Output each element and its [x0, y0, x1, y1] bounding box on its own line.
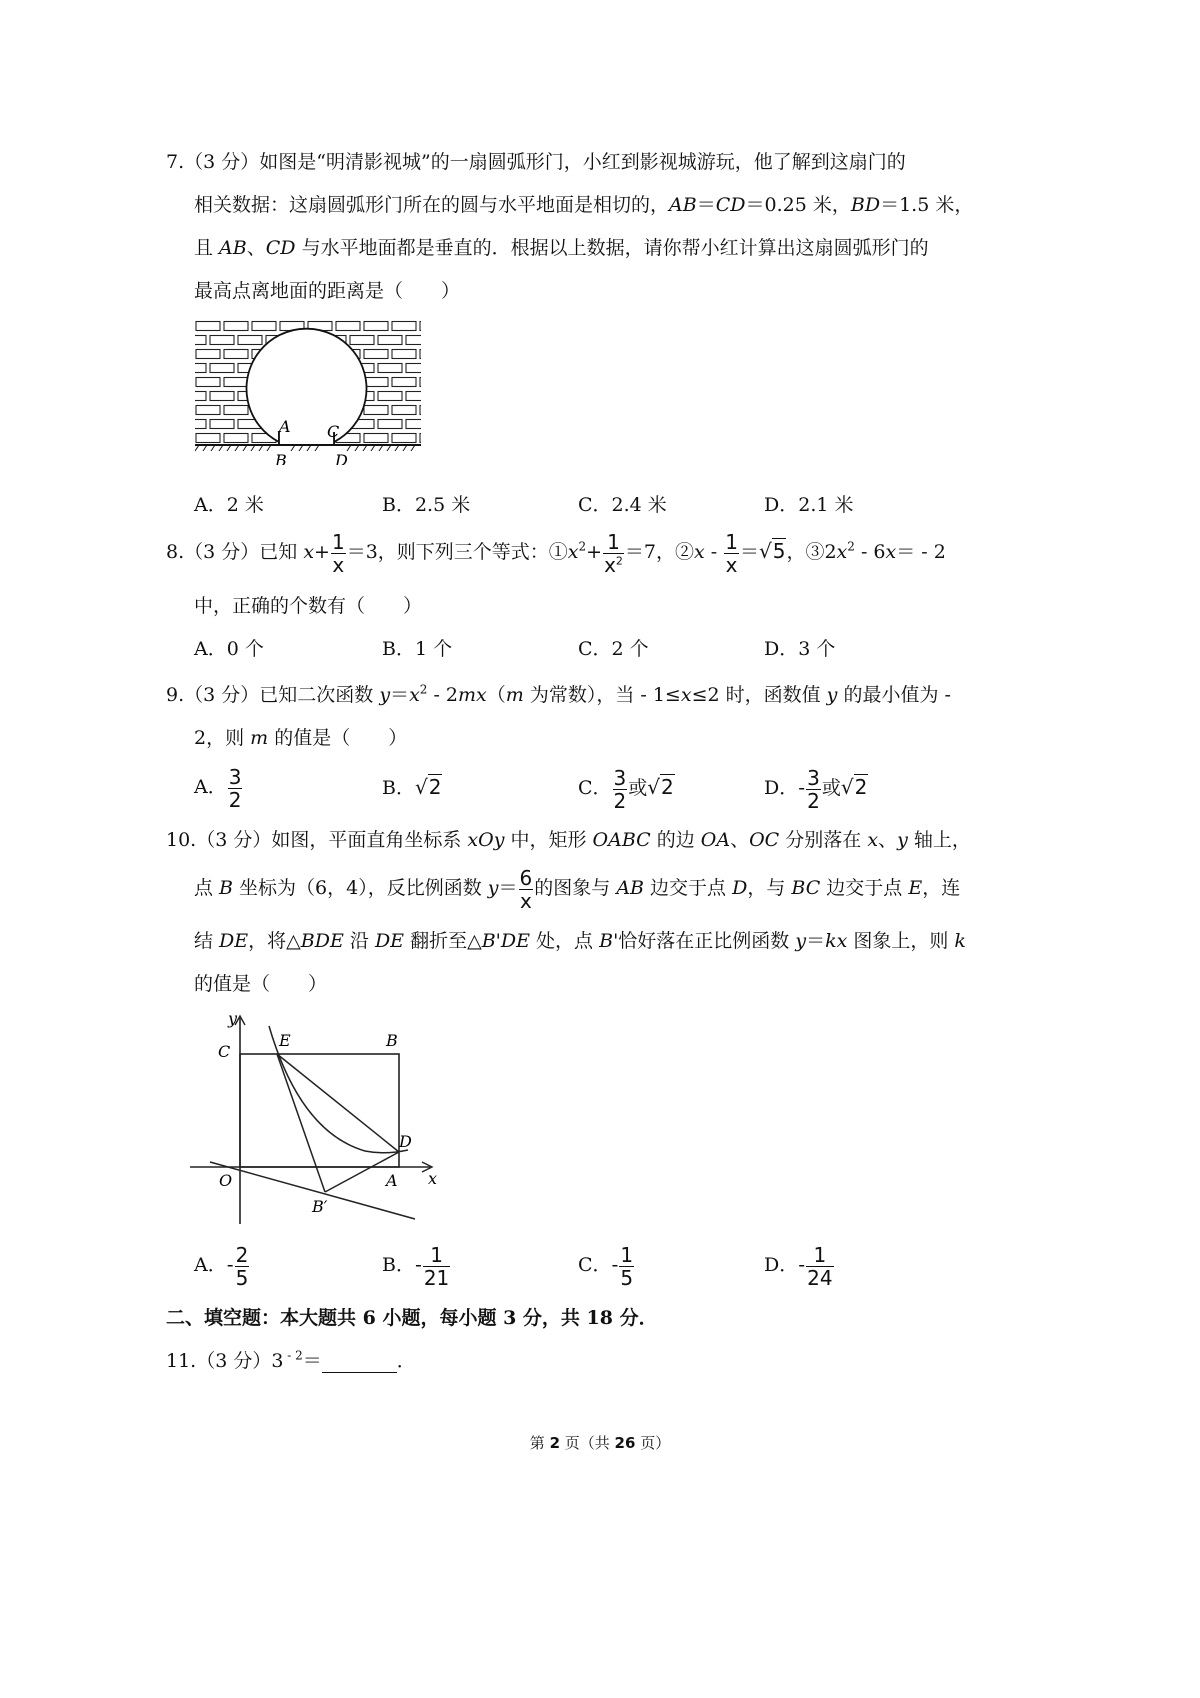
q7-var: CD — [265, 237, 296, 259]
frac-den — [603, 554, 624, 576]
q10-var: B' — [599, 930, 619, 952]
q9-exp: 2 — [419, 682, 428, 697]
q10-text: ＝ — [806, 930, 826, 952]
q10-var: B'DE — [481, 930, 531, 952]
frac-num: 1 — [603, 531, 624, 554]
q10-var: AB — [616, 877, 644, 899]
footer-text: 第 — [529, 1434, 550, 1452]
minus-sign: - — [414, 1254, 422, 1276]
q10-line2 — [194, 864, 960, 912]
option-label: B． — [382, 777, 415, 799]
q7-line1 — [166, 150, 906, 174]
q11-exponent: - 2 — [283, 1348, 303, 1363]
frac-den-x: x — [604, 552, 616, 577]
q10-var: OA — [700, 829, 731, 851]
answer-blank[interactable] — [322, 1354, 397, 1373]
frac-den-exp: 2 — [615, 553, 623, 567]
q10-text: 结 — [194, 930, 220, 952]
q9-var: y — [379, 684, 391, 706]
q10-text: ，与 — [747, 877, 792, 899]
q10-coordinate-figure — [190, 1012, 450, 1227]
option-fraction — [806, 1244, 833, 1289]
frac-den: x — [725, 552, 738, 577]
q10-option-b — [382, 1242, 451, 1289]
q7-text: ＝1.5 米， — [880, 194, 974, 216]
q9-text: ＝ — [390, 684, 410, 706]
frac-num: 3 — [613, 765, 627, 790]
fig10-label-x: x — [428, 1169, 438, 1188]
frac-num: 1 — [423, 1244, 450, 1267]
fig10-label-Bprime: B′ — [312, 1197, 328, 1216]
q9-option-d — [764, 764, 868, 812]
q10-text: 边交于点 — [644, 877, 733, 899]
q7-door-figure — [195, 320, 423, 465]
footer-text: 页） — [635, 1434, 671, 1452]
q8-option-b: B．1 个 — [382, 638, 453, 660]
q8-exp: 2 — [847, 539, 855, 554]
q10-line1 — [166, 828, 971, 852]
page-footer — [0, 1432, 1200, 1453]
q9-var: m — [505, 684, 524, 706]
fig7-label-C: C — [327, 422, 340, 441]
q8-plus: + — [586, 541, 603, 563]
q9-var: mx — [458, 684, 487, 706]
q7-number: 7.（3 分） — [166, 151, 260, 173]
q9-text: 为常数），当 - 1≤ — [523, 684, 681, 706]
option-fraction — [619, 1244, 634, 1289]
fig7-label-B: B — [275, 451, 287, 465]
q10-text: 处，点 — [530, 930, 600, 952]
frac-den: 5 — [620, 1265, 634, 1290]
q8-sqrt5: √5 — [758, 539, 786, 563]
q8-text: ，③2 — [786, 541, 837, 563]
option-label: D． — [764, 1254, 799, 1276]
minus-sign: - — [798, 1254, 806, 1276]
q10-text: 恰好落在正比例函数 — [618, 930, 796, 952]
q7-option-a: A．2 米 — [194, 494, 264, 516]
q7-text: ＝ — [696, 194, 716, 216]
q8-frac-1-over-x2 — [603, 531, 624, 576]
q10-var: k — [954, 930, 966, 952]
q7-option-c: C．2.4 米 — [578, 494, 667, 516]
q10-text: 沿 — [343, 930, 375, 952]
q10-text: 如图，平面直角坐标系 — [271, 829, 468, 851]
q8-option-d: D．3 个 — [764, 638, 836, 660]
sqrt-2: √2 — [647, 775, 674, 799]
frac-3-over-2 — [228, 766, 243, 811]
q10-var: B — [219, 877, 234, 899]
q9-var: x — [409, 684, 420, 706]
q8-number: 8.（3 分） — [166, 541, 260, 563]
q10-text: 边交于点 — [820, 877, 909, 899]
q10-option-c — [578, 1242, 635, 1289]
q8-option-a: A．0 个 — [194, 638, 264, 660]
q7-option-d: D．2.1 米 — [764, 494, 854, 516]
fig10-label-C: C — [218, 1042, 231, 1061]
q10-var: OC — [749, 829, 780, 851]
q10-var: y — [897, 829, 908, 851]
frac-num: 1 — [331, 529, 345, 554]
q9-var: y — [826, 684, 838, 706]
q8-frac-1-over-x-b — [724, 531, 739, 576]
sqrt-radicand: 2 — [661, 775, 674, 799]
or-text: 或 — [821, 777, 841, 799]
q8-text: ＝3，则下列三个等式：① — [346, 541, 568, 563]
frac-den: 24 — [807, 1265, 833, 1290]
q10-text: 翻折至△ — [404, 930, 482, 952]
q10-var: y — [487, 877, 499, 899]
q10-text: 图象上，则 — [847, 930, 955, 952]
option-fraction — [423, 1244, 450, 1289]
or-text: 或 — [628, 777, 648, 799]
q10-var: kx — [825, 930, 848, 952]
frac-num: 2 — [235, 1242, 249, 1267]
frac-6-over-x — [519, 867, 534, 912]
q11-text: ． — [396, 1350, 416, 1372]
q7-text: ＝0.25 米， — [745, 194, 851, 216]
q11-text: ＝ — [302, 1350, 322, 1372]
q8-line2: 中，正确的个数有（ ） — [194, 595, 423, 617]
q7-text: 相关数据：这扇圆弧形门所在的圆与水平地面是相切的， — [194, 194, 670, 216]
q9-number: 9.（3 分） — [166, 684, 260, 706]
q11-number: 11.（3 分） — [166, 1350, 272, 1372]
footer-text: 页（共 — [560, 1434, 615, 1452]
q10-text: 轴上， — [907, 829, 971, 851]
frac-num: 1 — [725, 529, 738, 554]
option-label: D． — [764, 777, 799, 799]
option-label: A． — [194, 776, 227, 798]
option-fraction — [235, 1244, 250, 1289]
q10-var: D — [732, 877, 748, 899]
q10-text: ，连 — [922, 877, 961, 899]
fig10-label-D: D — [399, 1132, 412, 1151]
q7-text: 且 — [194, 237, 220, 259]
rectangle-OABC — [240, 1054, 399, 1167]
page-number: 2 — [549, 1434, 560, 1452]
frac-num: 6 — [519, 865, 533, 890]
frac-den: 2 — [613, 788, 627, 813]
frac-3-over-2 — [806, 767, 821, 812]
q10-line3 — [194, 929, 966, 953]
q10-text: 的图象与 — [534, 877, 617, 899]
q8-text: ＝7，② — [624, 541, 694, 563]
q10-text: 坐标为（6，4），反比例函数 — [233, 877, 488, 899]
q10-text: 、 — [878, 829, 898, 851]
sqrt-radicand: 2 — [428, 775, 442, 799]
q9-line2 — [194, 726, 407, 750]
q10-var: BDE — [300, 930, 344, 952]
q8-var: x — [303, 541, 315, 563]
option-label: C． — [578, 1254, 612, 1276]
segment-EBp — [277, 1054, 325, 1192]
fig7-label-D: D — [335, 451, 348, 465]
q7-line2 — [194, 193, 973, 217]
q7-text: 与水平地面都是垂直的．根据以上数据，请你帮小红计算出这扇圆弧形门的 — [295, 237, 929, 259]
q8-text: - — [704, 541, 724, 563]
frac-num: 3 — [807, 765, 820, 790]
q10-var: y — [795, 930, 807, 952]
q10-line4: 的值是（ ） — [194, 973, 328, 995]
q10-option-d — [764, 1242, 835, 1289]
q9-text: ≤2 时，函数值 — [691, 684, 827, 706]
q7-line4: 最高点离地面的距离是（ ） — [194, 280, 461, 302]
option-label: C． — [578, 777, 612, 799]
fig10-label-B: B — [386, 1031, 398, 1050]
q7-text: 如图是“明清影视城”的一扇圆弧形门，小红到影视城游玩，他了解到这扇门的 — [259, 151, 906, 173]
q10-text: 分别落在 — [779, 829, 868, 851]
q10-var: DE — [219, 930, 249, 952]
q10-option-a — [194, 1242, 250, 1289]
q10-text: 、 — [730, 829, 750, 851]
q10-var: xOy — [467, 829, 505, 851]
q10-text: 的边 — [650, 829, 701, 851]
q11-line — [166, 1349, 416, 1373]
q10-text: ，将△ — [248, 930, 301, 952]
q8-line1 — [166, 527, 946, 576]
frac-num: 3 — [228, 764, 242, 789]
frac-den: x — [332, 552, 345, 577]
fig10-label-E: E — [279, 1031, 291, 1050]
q10-var: DE — [374, 930, 405, 952]
q10-text: ＝ — [498, 877, 518, 899]
sqrt-radicand: 5 — [772, 539, 786, 563]
q9-text: 的值是（ ） — [268, 727, 408, 749]
q9-var: x — [680, 684, 692, 706]
q9-var: m — [250, 727, 269, 749]
minus-sign: - — [798, 777, 806, 799]
q7-var: BD — [850, 194, 881, 216]
q10-var: BC — [791, 877, 821, 899]
fig7-label-A: A — [279, 417, 291, 436]
frac-den: 2 — [228, 787, 242, 812]
q9-text: 已知二次函数 — [259, 684, 380, 706]
q7-var: CD — [715, 194, 746, 216]
q7-line3 — [194, 236, 929, 260]
q8-text: - 6 — [854, 541, 886, 563]
q7-option-b: B．2.5 米 — [382, 494, 471, 516]
frac-3-over-2 — [613, 767, 628, 812]
fig10-label-y: y — [228, 1012, 238, 1028]
q8-frac-1-over-x — [331, 531, 346, 576]
q10-number: 10.（3 分） — [166, 829, 272, 851]
sqrt-radicand: 2 — [854, 775, 868, 799]
q9-text: （ — [486, 684, 506, 706]
q8-option-c: C．2 个 — [578, 638, 649, 660]
q8-var: x — [694, 541, 705, 563]
q8-plus: + — [314, 541, 330, 563]
q10-text: 点 — [194, 877, 220, 899]
q9-line1 — [166, 683, 951, 707]
minus-sign: - — [611, 1254, 619, 1276]
frac-num: 1 — [806, 1244, 833, 1267]
q7-var: AB — [669, 194, 697, 216]
frac-den: 5 — [235, 1265, 249, 1290]
segment-DE — [277, 1054, 399, 1152]
q11-base: 3 — [271, 1350, 284, 1372]
q8-exp: 2 — [578, 539, 587, 554]
section-heading: 二、填空题：本大题共 6 小题，每小题 3 分，共 18 分． — [166, 1307, 658, 1329]
fig10-label-O: O — [219, 1171, 233, 1190]
q7-var: AB — [219, 237, 247, 259]
option-label: A． — [194, 1254, 227, 1276]
q9-option-a — [194, 764, 243, 811]
q8-var: x — [567, 541, 579, 563]
sqrt-2: √2 — [840, 775, 868, 799]
q10-text: 中，矩形 — [504, 829, 593, 851]
q8-var: x — [885, 541, 897, 563]
q9-text: 2，则 — [194, 727, 251, 749]
frac-den: x — [519, 888, 532, 913]
q9-text: - 2 — [427, 684, 459, 706]
q8-text: ＝ - 2 — [896, 541, 946, 563]
q10-var: OABC — [592, 829, 651, 851]
q7-text: 、 — [246, 237, 266, 259]
q10-var: x — [867, 829, 879, 851]
q8-text: 已知 — [259, 541, 304, 563]
q9-option-b — [382, 764, 442, 811]
fig10-label-A: A — [386, 1171, 398, 1190]
q8-text: ＝ — [739, 541, 759, 563]
q8-var: x — [836, 541, 848, 563]
frac-den: 21 — [423, 1265, 450, 1290]
sqrt-2: √2 — [414, 775, 442, 799]
frac-num: 1 — [620, 1242, 634, 1267]
q10-var: E — [908, 877, 923, 899]
q9-option-c — [578, 764, 675, 812]
total-pages: 26 — [614, 1434, 636, 1452]
q9-text: 的最小值为 - — [837, 684, 951, 706]
minus-sign: - — [226, 1254, 234, 1276]
option-label: B． — [382, 1254, 415, 1276]
frac-den: 2 — [807, 788, 820, 813]
